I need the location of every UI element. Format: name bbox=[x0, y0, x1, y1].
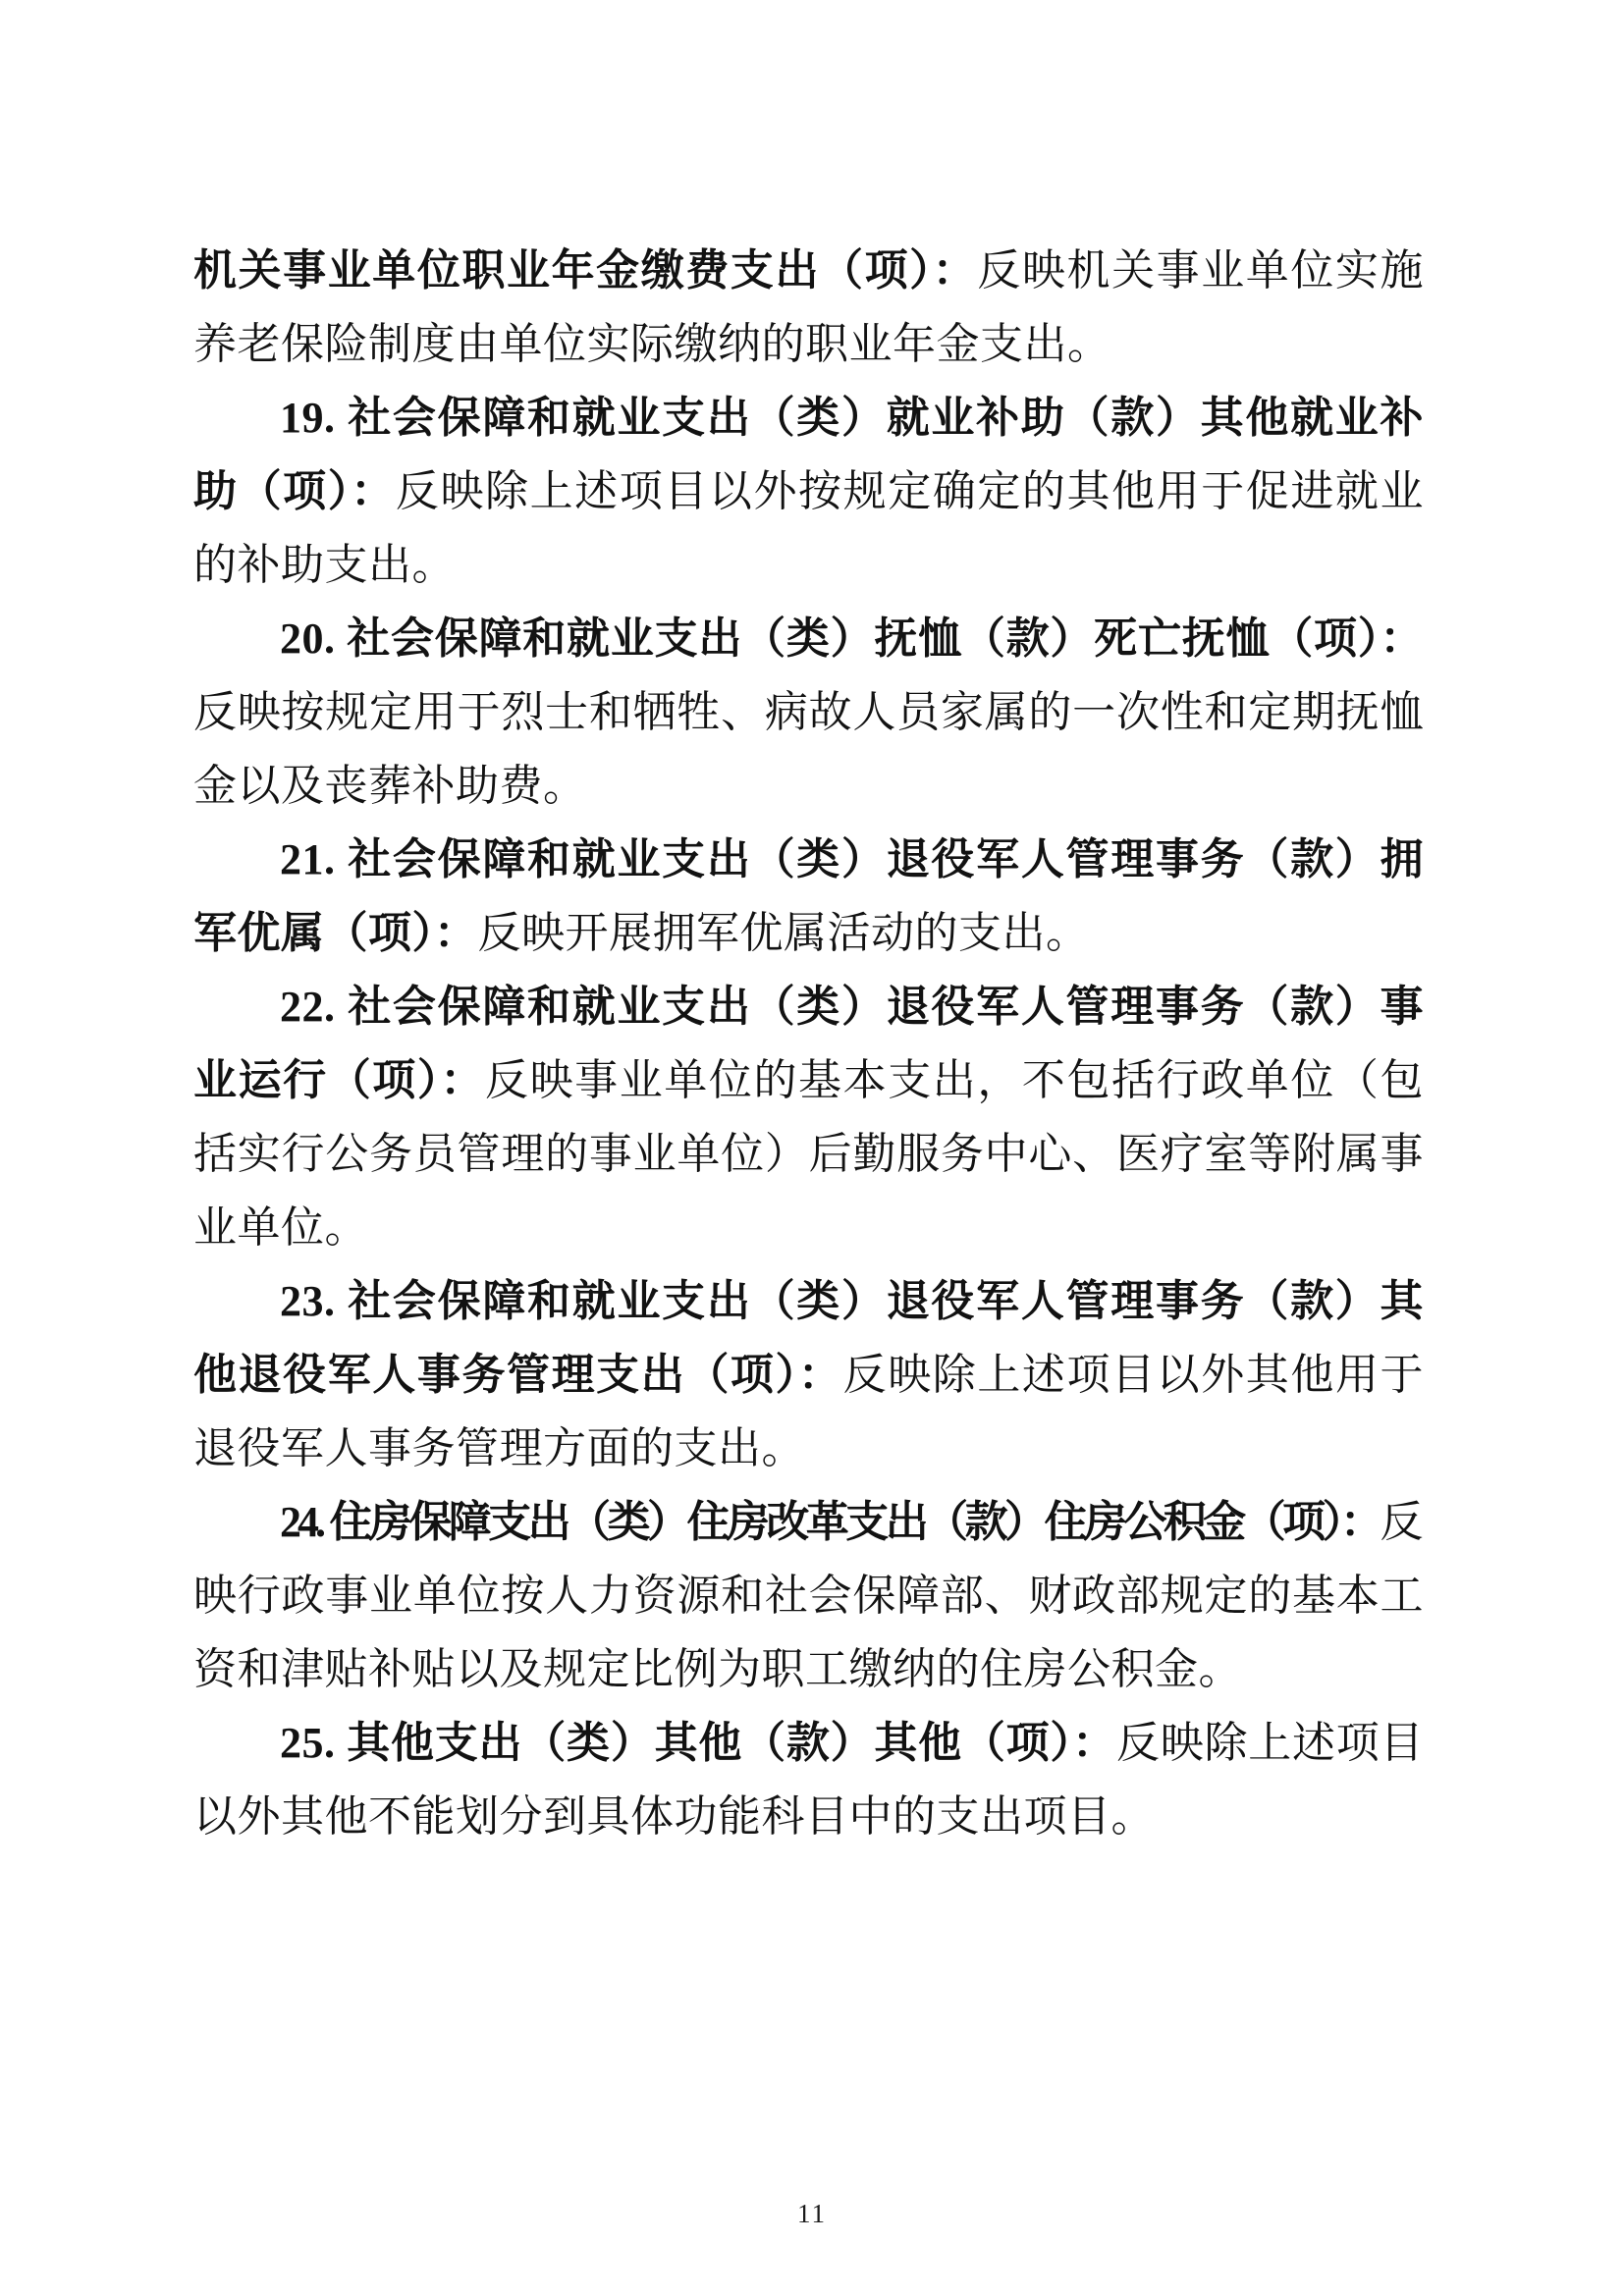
page-number: 11 bbox=[797, 2199, 827, 2228]
entry-heading: 23. 社会保障和就业支出（类）退役军人管理事务（款）其他退役军人事务管理支出（项）： bbox=[193, 1277, 1424, 1399]
entry-heading: 机关事业单位职业年金缴费支出（项）： bbox=[193, 246, 978, 294]
doc-paragraph bbox=[193, 970, 1424, 1264]
doc-paragraph bbox=[193, 234, 1424, 381]
entry-heading: 19. 社会保障和就业支出（类）就业补助（款）其他就业补助（项）： bbox=[193, 394, 1424, 515]
doc-paragraph bbox=[193, 602, 1424, 823]
entry-heading: 22. 社会保障和就业支出（类）退役军人管理事务（款）事业运行（项）： bbox=[193, 983, 1424, 1104]
entry-body: 反映按规定用于烈士和牺牲、病故人员家属的一次性和定期抚恤金以及丧葬补助费。 bbox=[193, 688, 1424, 810]
entry-body: 反映行政事业单位按人力资源和社会保障部、财政部规定的基本工资和津贴补贴以及规定比例为职工缴纳的住房公积金。 bbox=[193, 1498, 1424, 1693]
entry-body: 反映除上述项目以外其他用于退役军人事务管理方面的支出。 bbox=[193, 1351, 1425, 1472]
entry-body: 反映事业单位的基本支出，不包括行政单位（包括实行公务员管理的事业单位）后勤服务中心、医疗室等附属事业单位。 bbox=[193, 1056, 1425, 1252]
doc-paragraph bbox=[193, 381, 1424, 602]
entry-heading: 24. 住房保障支出（类）住房改革支出（款）住房公积金（项）： bbox=[280, 1498, 1380, 1546]
doc-paragraph bbox=[193, 1485, 1424, 1706]
entry-body: 反映除上述项目以外按规定确定的其他用于促进就业的补助支出。 bbox=[193, 467, 1425, 589]
entry-body: 反映机关事业单位实施养老保险制度由单位实际缴纳的职业年金支出。 bbox=[193, 246, 1425, 368]
entry-body: 反映开展拥军优属活动的支出。 bbox=[477, 909, 1090, 957]
document-body bbox=[193, 234, 1424, 1853]
entry-heading: 21. 社会保障和就业支出（类）退役军人管理事务（款）拥军优属（项）： bbox=[193, 835, 1424, 957]
doc-paragraph bbox=[193, 1706, 1424, 1853]
entry-body: 反映除上述项目以外其他不能划分到具体功能科目中的支出项目。 bbox=[193, 1719, 1425, 1841]
doc-paragraph bbox=[193, 823, 1424, 970]
entry-heading: 20. 社会保障和就业支出（类）抚恤（款）死亡抚恤（项）： bbox=[280, 614, 1424, 663]
doc-paragraph bbox=[193, 1264, 1424, 1485]
entry-heading: 25. 其他支出（类）其他（款）其他（项）： bbox=[280, 1719, 1116, 1767]
